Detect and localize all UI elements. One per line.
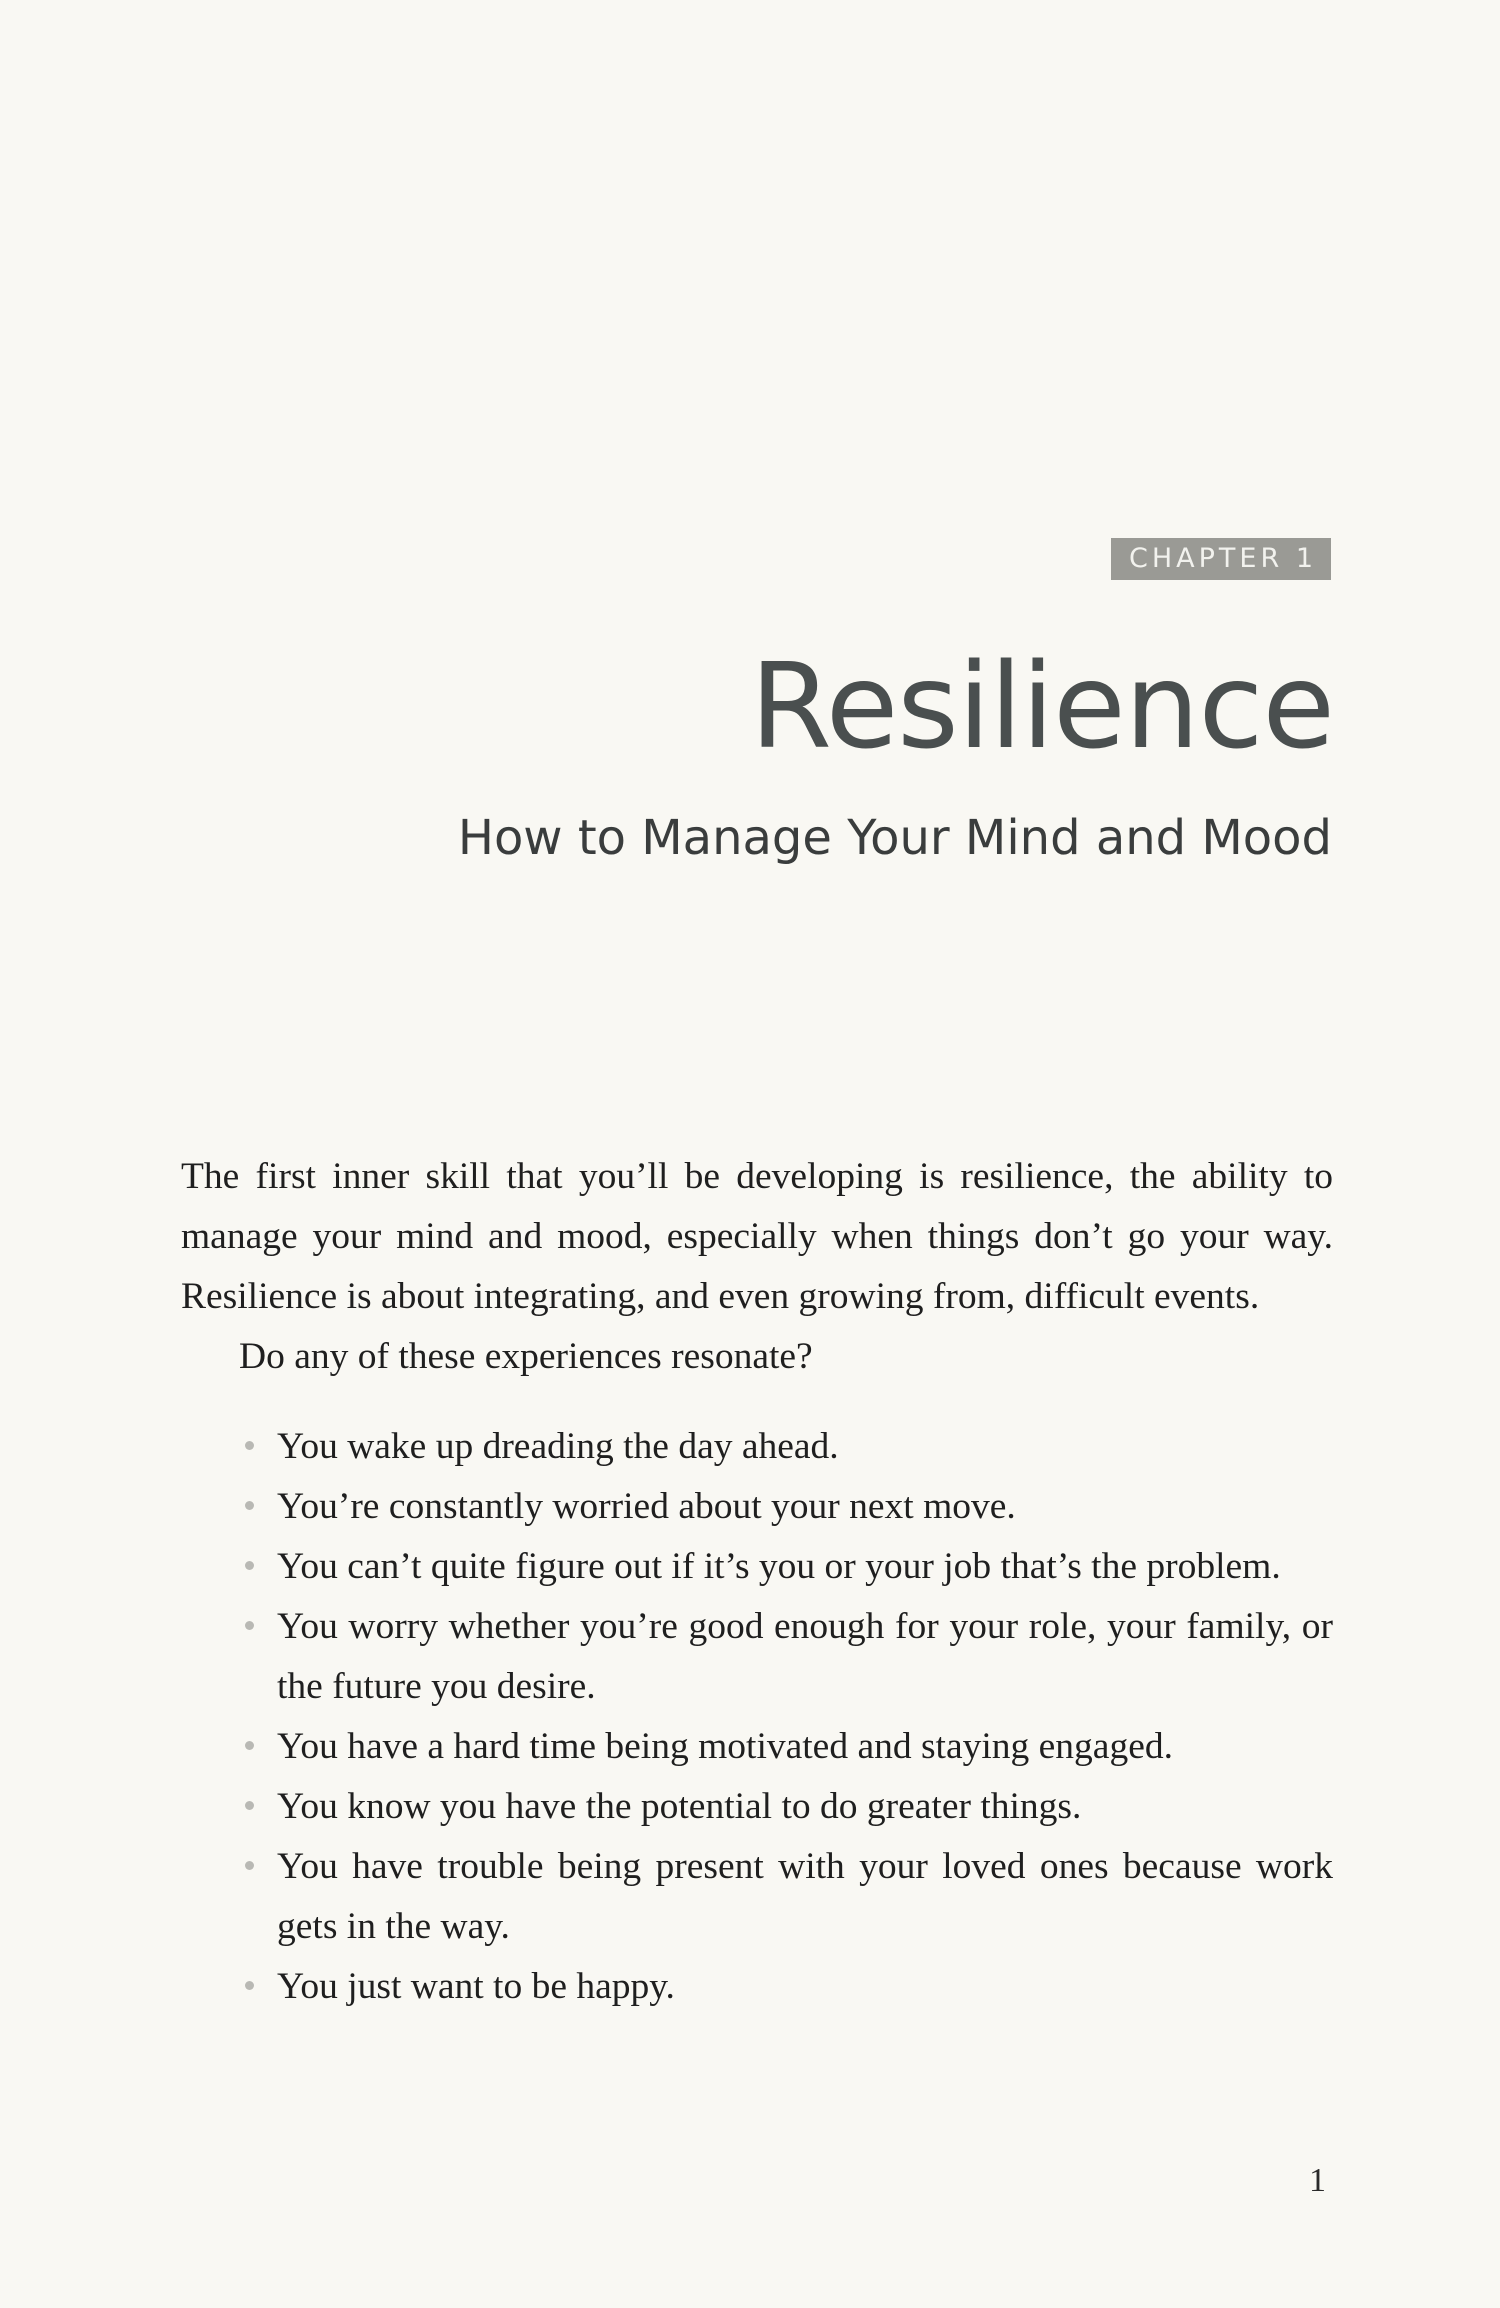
bullet-icon [245,1861,254,1870]
list-item-text: You have trouble being present with your loved ones because work gets in the way. [277,1846,1333,1947]
list-item [181,1417,1333,1477]
list-item-text: You know you have the potential to do greater things. [277,1786,1082,1827]
chapter-subtitle: How to Manage Your Mind and Mood [457,810,1332,866]
page-number: 1 [1309,2162,1326,2199]
list-item-text: You wake up dreading the day ahead. [277,1426,839,1467]
experience-list [181,1417,1333,2017]
bullet-icon [245,1561,254,1570]
bullet-icon [245,1741,254,1750]
list-item [181,1957,1333,2017]
bullet-icon [245,1441,254,1450]
chapter-title: Resilience [750,637,1334,775]
intro-paragraph: The first inner skill that you’ll be developing is resilience, the ability to manage your mind and mood, especially when things don’t go your way. Resilience is about integrating, and even growing from, difficult events. [181,1156,1333,1317]
list-item [181,1717,1333,1777]
list-item-text: You’re constantly worried about your next move. [277,1486,1016,1527]
list-item-text: You have a hard time being motivated and staying engaged. [277,1726,1173,1767]
list-item [181,1837,1333,1957]
question-paragraph: Do any of these experiences resonate? [239,1336,813,1377]
list-item-text: You worry whether you’re good enough for your role, your family, or the future you desire. [277,1606,1333,1707]
bullet-icon [245,1981,254,1990]
list-item [181,1777,1333,1837]
body-text [181,1147,1333,2017]
list-item-text: You can’t quite figure out if it’s you or your job that’s the problem. [277,1546,1281,1587]
bullet-icon [245,1801,254,1810]
bullet-icon [245,1501,254,1510]
list-item [181,1597,1333,1717]
list-item [181,1477,1333,1537]
list-item [181,1537,1333,1597]
list-item-text: You just want to be happy. [277,1966,675,2007]
bullet-icon [245,1621,254,1630]
chapter-label: CHAPTER 1 [1111,538,1331,580]
